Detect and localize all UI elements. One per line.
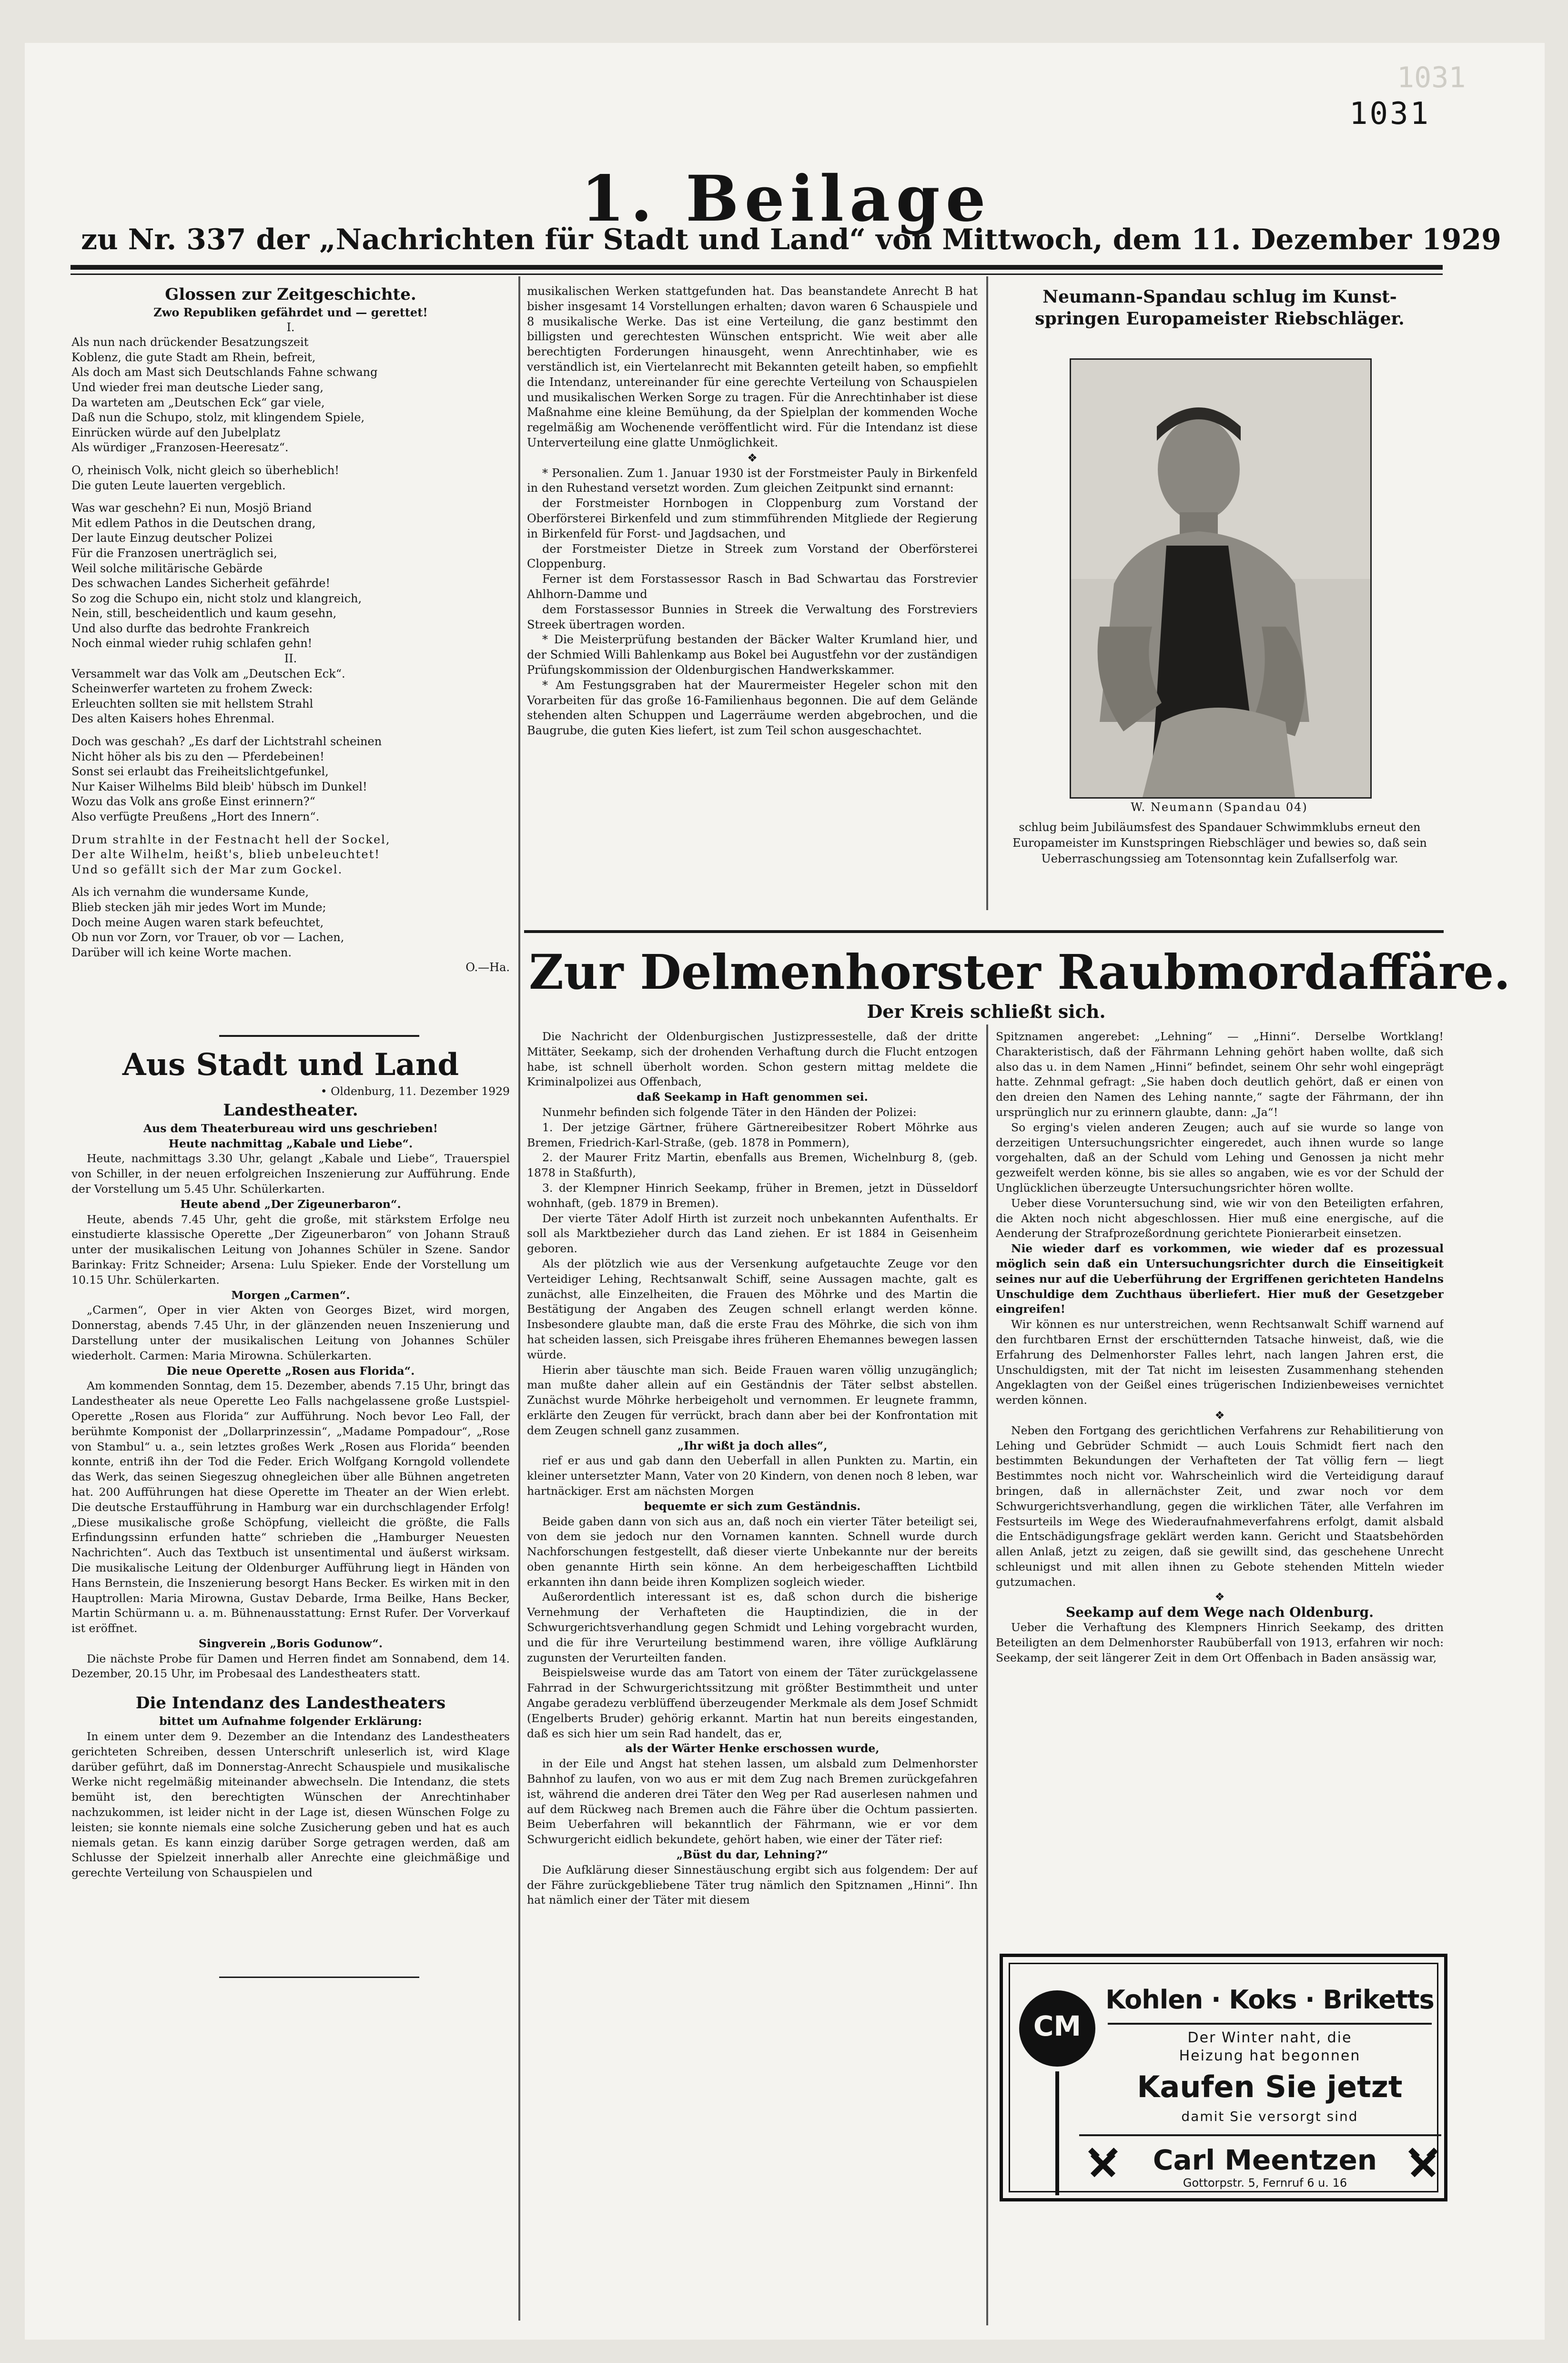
sport-title-line-2: springen Europameister Riebschläger. xyxy=(1035,309,1405,329)
athlete-photo xyxy=(1070,358,1372,799)
poem-line: Einrücken würde auf den Jubelplatz xyxy=(71,426,281,439)
article-paragraph: Wir können es nur unterstreichen, wenn Rechtsanwalt Schiff warnend auf den furchtbaren Ernst der erschütternden Tatsache hinweist, daß, wie die Erfahrung des Delmenhorster Falles lehrt, nach langen Jahren erst, die Unschuldigsten, mit der Tat nicht im leisesten Zusammenhang stehenden Angeklagten von der Geißel eines trügerischen Indizienbeweises vernichtet werden können. xyxy=(996,1318,1444,1407)
separator-star: ❖ xyxy=(1214,1408,1225,1422)
article-paragraph-bold: Nie wieder darf es vorkommen, wie wieder daf es prozessual möglich sein daß ein Untersuchungsrichter durch die Einseitigkeit seines nur auf die Ueberführung der Ergriffenen gerichteten Handelns Unschuldige dem Zuchthaus überliefert. Hier muß der Gesetzgeber eingreifen! xyxy=(996,1242,1444,1316)
ad-rule xyxy=(1108,2023,1432,2025)
ad-line-2: Heizung hat begonnen xyxy=(1179,2048,1361,2064)
ad-logo-text: CM xyxy=(1033,2010,1082,2042)
intendanz-subheading: bittet um Aufnahme folgender Erklärung: xyxy=(159,1714,422,1728)
singverein-heading: Singverein „Boris Godunow“. xyxy=(198,1636,383,1650)
meisterpruefung-paragraph: * Die Meisterprüfung bestanden der Bäcker Walter Krumland hier, und der Schmied Willi Bahlenkamp aus Bokel bei Augustfehn vor der zuständigen Prüfungskommission der Oldenburgischen Handwerkskammer. xyxy=(527,633,978,677)
ad-headline: Kohlen · Koks · Briketts xyxy=(1105,1985,1434,2015)
separator-star: ❖ xyxy=(1214,1590,1225,1604)
ad-call-to-action: Kaufen Sie jetzt xyxy=(1137,2069,1403,2104)
poem-line: Als nun nach drückender Besatzungszeit xyxy=(71,335,309,349)
poem-line: Mit edlem Pathos in die Deutschen drang, xyxy=(71,516,316,530)
poem-line: Also verfügte Preußens „Hort des Innern“. xyxy=(71,810,320,823)
article-paragraph: in der Eile und Angst hat stehen lassen, um alsbald zum Delmenhorster Bahnhof zu laufen, von wo aus er mit dem Zug nach Bremen zurückgefahren ist, während die anderen drei Täter den Weg per Rad auserlesen nahmen und auf dem Rückweg nach Bremen auch die Fähre über die Ochtum passierten. Beim Ueberfahren will bekanntlich der Fährmann, wie er vor dem Schwurgericht eidlich bekundete, gehört haben, wie einer der Täter rief: xyxy=(527,1757,978,1846)
article-paragraph: Der vierte Täter Adolf Hirth ist zurzeit noch unbekannten Aufenthalts. Er soll als Marktbezieher durch das Land ziehen. Er ist 1884 in Geisenheim geboren. xyxy=(527,1211,978,1256)
article-paragraph: Außerordentlich interessant ist es, daß schon durch die bisherige Vernehmung der Verhafteten die Hauptindizien, die in der Schwurgerichtsverhandlung gegen Schmidt und Lehing vorgebracht wurden, und die für ihre Verurteilung bestimmend waren, ihre völlige Aufklärung zugunsten der Verurteilten fanden. xyxy=(527,1590,978,1664)
article-paragraph: rief er aus und gab dann den Ueberfall in allen Punkten zu. Martin, ein kleiner untersetzter Mann, Vater von 20 Kindern, von denen noch 8 leben, war hartnäckiger. Erst am nächsten Morgen xyxy=(527,1454,978,1498)
poem-line: Für die Franzosen unerträglich sei, xyxy=(71,546,277,560)
poem-line: So zog die Schupo ein, nicht stolz und klangreich, xyxy=(71,591,362,605)
stadt-paragraph: In einem unter dem 9. Dezember an die Intendanz des Landestheaters gerichteten Schreiben, dessen Unterschrift unleserlich ist, wird Klage darüber geführt, daß im Donnerstag-Anrecht Schauspiele und musikalische Werke nicht regelmäßig miteinander abwechseln. Die Intendanz, die stets bemüht ist, den berechtigten Wünschen der Anrechtinhaber nachzukommen, ist leider nicht in der Lage ist, diesen Wünschen Folge zu leisten; sie konnte niemals eine solche Zusicherung geben und hat es auch niemals getan. Es kann einzig darüber Sorge getragen werden, daß am Schlusse der Spielzeit innerhalb aller Anrechte eine gleichmäßige und gerechte Verteilung von Schauspielen und xyxy=(71,1730,510,1880)
section-rule-stadt xyxy=(219,1035,419,1037)
glossen-title: Glossen zur Zeitgeschichte. xyxy=(165,285,416,304)
poem-line: Nicht höher als bis zu den — Pferdebeinen! xyxy=(71,750,324,763)
heute-abend: Heute abend „Der Zigeunerbaron“. xyxy=(180,1197,401,1211)
article-paragraph: Als der plötzlich wie aus der Versenkung aufgetauchte Zeuge vor den Verteidiger Lehing, Rechtsanwalt Schiff, seine Aussagen machte, galt es zunächst, alle Einzelheiten, die Frauen des Möhrke und des Martin die Bestätigung der Angaben des Zeugen schnell erlangt werden könne. Insbesondere glaubte man, daß die erste Frau des Möhrke, die sich von ihm hat scheiden lassen, sich Preisgabe ihres früheren Ehemannes bewegen lassen würde. xyxy=(527,1257,978,1361)
poem-line: Was war geschehn? Ei nun, Mosjö Briand xyxy=(71,501,312,515)
athlete-photo-image xyxy=(1071,360,1370,797)
poem-line: Des alten Kaisers hohes Ehrenmal. xyxy=(71,712,275,726)
glossen-section-2: II. xyxy=(284,652,297,666)
ad-rule-bottom xyxy=(1079,2134,1441,2136)
poem-line: Erleuchten sollten sie mit hellstem Strahl xyxy=(71,697,314,710)
glossen-signature: O.—Ha. xyxy=(465,961,510,974)
article-paragraph: Nunmehr befinden sich folgende Täter in den Händen der Polizei: xyxy=(542,1105,917,1119)
article-emphasis: als der Wärter Henke erschossen wurde, xyxy=(625,1742,880,1755)
poem-line: Wozu das Volk ans große Einst erinnern?“ xyxy=(71,795,315,809)
column-rule-3 xyxy=(986,1024,988,2325)
poem-line: Drum strahlte in der Festnacht hell der Sockel, xyxy=(71,832,391,846)
article-paragraph: Ueber diese Voruntersuchung sind, wie wir von den Beteiligten erfahren, die Akten noch nicht abgeschlossen. Hier muß eine energische, auf die Aenderung der Strafprozeßordnung gerichtete Pionierarbeit einsetzen. xyxy=(996,1196,1444,1240)
poem-line: Die guten Leute lauerten vergeblich. xyxy=(71,478,286,492)
article-paragraph: So erging's vielen anderen Zeugen; auch auf sie wurde so lange von derzeitigen Untersuchungsrichter eingeredet, auch ihnen wurde so lange vorgehalten, daß an der Schuld vom Lehing und Genossen ja nicht mehr gezweifelt werden könne, bis sie alles so angaben, wie es vor der Schuld der Unglücklichen überzeugte Untersuchungsrichter hören wollte. xyxy=(996,1120,1444,1195)
glossen-subtitle: Zwo Republiken gefährdet und — gerettet! xyxy=(153,305,428,319)
article-paragraph: Hierin aber täuschte man sich. Beide Frauen waren völlig unzugänglich; man mußte daher allein auf ein Geständnis der Täter selbst abstellen. Zunächst wurde Möhrke herbeigeholt und vernommen. Er leugnete frammn, erklärte den Zeugen für verrückt, brach dann aber bei der Konfrontation mit dem Zeugen schnell ganz zusammen. xyxy=(527,1363,978,1437)
glossen-column xyxy=(71,284,510,1027)
ad-company: Carl Meentzen xyxy=(1153,2144,1377,2176)
stadt-column xyxy=(71,1046,510,2313)
personalien-paragraph: dem Forstassessor Bunnies in Streek die Verwaltung des Forstreviers Streek übertragen worden. xyxy=(527,602,978,631)
poem-line: Doch was geschah? „Es darf der Lichtstrahl scheinen xyxy=(71,735,382,749)
poem-line: Koblenz, die gute Stadt am Rhein, befreit, xyxy=(71,350,316,364)
poem-line: Und also durfte das bedrohte Frankreich xyxy=(71,621,310,635)
stadt-paragraph: Heute, nachmittags 3.30 Uhr, gelangt „Kabale und Liebe“, Trauerspiel von Schiller, in der neuen erfolgreichen Inszenierung zur Aufführung. Ende der Vorstellung um 5.45 Uhr. Schülerkarten. xyxy=(71,1152,510,1196)
poem-line: Und wieder frei man deutsche Lieder sang, xyxy=(71,380,324,394)
poem-line: Nein, still, bescheidentlich und kaum gesehn, xyxy=(71,607,337,620)
poem-line: Blieb stecken jäh mir jedes Wort im Munde; xyxy=(71,900,326,914)
poem-line: Scheinwerfer warteten zu frohem Zweck: xyxy=(71,682,313,696)
poem-line: Der alte Wilhelm, heißt's, blieb unbeleuchtet! xyxy=(71,848,380,862)
supplement-subtitle: zu Nr. 337 der „Nachrichten für Stadt und Land“ von Mittwoch, dem 11. Dezember 1929 xyxy=(81,223,1501,256)
crossed-hammers-icon xyxy=(1408,2148,1438,2178)
article-emphasis: bequemte er sich zum Geständnis. xyxy=(644,1499,861,1513)
photo-caption: W. Neumann (Spandau 04) xyxy=(1131,801,1308,814)
ad-line-1: Der Winter naht, die xyxy=(1187,2029,1352,2046)
article-paragraph: Ueber die Verhaftung des Klempners Hinrich Seekamp, des dritten Beteiligten an dem Delmenhorster Raubüberfall von 1913, erfahren wir noch: Seekamp, der seit längerer Zeit in dem Ort Offenbach in Baden ansässig war, xyxy=(996,1621,1444,1664)
ad-address: Gottorpstr. 5, Fernruf 6 u. 16 xyxy=(1183,2176,1347,2190)
stadt-dateline: • Oldenburg, 11. Dezember 1929 xyxy=(320,1085,510,1098)
masthead-rule xyxy=(71,265,1443,270)
stadt-title: Aus Stadt und Land xyxy=(122,1047,459,1083)
article-emphasis: „Ihr wißt ja doch alles“, xyxy=(677,1439,828,1452)
article-paragraph: 1. Der jetzige Gärtner, frühere Gärtnereibesitzer Robert Möhrke aus Bremen, Friedrich-Karl-Straße, (geb. 1878 in Pommern), xyxy=(527,1120,978,1149)
article-paragraph: Beispielsweise wurde das am Tatort von einem der Täter zurückgelassene Fahrrad in der Schwurgerichtssitzung mit größter Bestimmtheit und unter Angabe geradezu verblüffend überzeugender Merkmale als dem Josef Schmidt (Engelberts Bruder) gehörig erkannt. Martin hat nun bereits eingestanden, daß es sich hier um sein Rad handelt, das er, xyxy=(527,1666,978,1740)
heute-nachmittag: Heute nachmittag „Kabale und Liebe“. xyxy=(168,1136,413,1150)
article-paragraph: 2. der Maurer Fritz Martin, ebenfalls aus Bremen, Wichelnburg 8, (geb. 1878 in Staßfurth), xyxy=(527,1151,978,1180)
sport-title xyxy=(996,286,1444,330)
festungsgraben-paragraph: * Am Festungsgraben hat der Maurermeister Hegeler schon mit den Vorarbeiten für das große 16-Familienhaus begonnen. Die auf dem Gelände stehenden alten Schuppen und Lagerräume werden abgebrochen, und die Baugrube, die guten Kies liefert, ist zum Teil schon ausgeschachtet. xyxy=(527,678,978,738)
morgen-carmen: Morgen „Carmen“. xyxy=(231,1288,350,1302)
poem-line: Daß nun die Schupo, stolz, mit klingendem Spiele, xyxy=(71,411,365,425)
masthead-rule-thin xyxy=(71,274,1443,275)
glossen-section-1: I. xyxy=(286,320,295,334)
separator-star: ❖ xyxy=(747,451,758,465)
raubmord-column-a xyxy=(527,1029,978,2316)
ad-left-bar xyxy=(1055,2071,1059,2195)
personalien-paragraph: der Forstmeister Dietze in Streek zum Vorstand der Oberförsterei Cloppenburg. xyxy=(527,542,978,571)
article-paragraph: Neben den Fortgang des gerichtlichen Verfahrens zur Rehabilitierung von Lehing und Gebrüder Schmidt — auch Louis Schmidt fiert nach den bestimmten Bekundungen der Verhafteten der Tat völlig fern — liegt Bestimmtes noch nicht vor. Wahrscheinlich wird die Verteidigung darauf bringen, daß in allernächster Zeit, und zwar noch vor dem Schwurgerichtsverhandlung, gegen die wirklichen Täter, alle Verfahren im Festsurteils im Wege des Wiederaufnahmeverfahrens erfolgt, damit alsbald die Entschädigungsfrage geklärt werden kann. Gericht und Staatsbehörden allen Anlaß, jetzt zu zeigen, daß sie gewillt sind, das geschehene Unrecht schleunigst und mit allen ihnen zu Gebote stehenden Mitteln wieder gutzumachen. xyxy=(996,1423,1444,1589)
article-paragraph: Die Aufklärung dieser Sinnestäuschung ergibt sich aus folgendem: Der auf der Fähre zurückgebliebene Täter trug nämlich den Spitznamen „Hinni“. Ihn hat nämlich einer der Täter mit diesem xyxy=(527,1863,978,1907)
poem-line: Darüber will ich keine Worte machen. xyxy=(71,945,292,959)
raubmord-subtitle: Der Kreis schließt sich. xyxy=(867,1001,1106,1022)
crossed-hammers-icon xyxy=(1088,2148,1118,2178)
sport-title-line-1: Neumann-Spandau schlug im Kunst- xyxy=(1042,287,1397,307)
page-number: 1031 xyxy=(1349,96,1431,132)
sport-text: schlug beim Jubiläumsfest des Spandauer Schwimmklubs erneut den Europameister im Kunstspringen Riebschläger und bewies so, daß sein Ueberraschungssieg am Totensonntag kein Zufallserfolg war. xyxy=(1012,821,1427,865)
poem-line: Weil solche militärische Gebärde xyxy=(71,561,263,575)
poem-line: Ob nun vor Zorn, vor Trauer, ob vor — Lachen, xyxy=(71,931,344,944)
coal-advertisement xyxy=(1000,1954,1447,2201)
poem-line: O, rheinisch Volk, nicht gleich so überheblich! xyxy=(71,463,339,477)
article-paragraph: 3. der Klempner Hinrich Seekamp, früher in Bremen, jetzt in Düsseldorf wohnhaft, (geb. 1879 in Bremen). xyxy=(527,1181,978,1210)
section-rule-raub xyxy=(524,930,1444,933)
poem-line: Noch einmal wieder ruhig schlafen gehn! xyxy=(71,637,313,650)
raubmord-column-b xyxy=(996,1029,1444,1811)
ad-logo xyxy=(1019,1990,1095,2067)
column-rule-1 xyxy=(518,276,520,2321)
faint-stamp: 1031 xyxy=(1397,61,1466,94)
personalien-paragraph: Ferner ist dem Forstassessor Rasch in Bad Schwartau das Forstrevier Ahlhorn-Damme und xyxy=(527,572,978,601)
stadt-paragraph: Am kommenden Sonntag, dem 15. Dezember, abends 7.15 Uhr, bringt das Landestheater als neue Operette Leo Falls nachgelassene große Lustspiel-Operette „Rosen aus Florida“ zur Aufführung. Noch bevor Leo Fall, der berühmte Komponist der „Dollarprinzessin“, „Madame Pompadour“, „Rose von Stambul“ u. a., sein letztes großes Werk „Rosen aus Florida“ beenden konnte, entriß ihn der Tod die Feder. Erich Wolfgang Korngold vollendete das Werk, das seinen Siegeszug ohnegleichen über alle Bühnen angetreten hat. 200 Aufführungen hat diese Operette im Theater an der Wien erlebt. Die deutsche Erstaufführung in Hamburg war ein durchschlagender Erfolg! „Diese musikalische große Schöpfung, vielleicht die größte, die Falls Erfindungssinn erfunden hatte“ schrieben die „Hamburger Neuesten Nachrichten“. Auch das Textbuch ist unsentimental und äußerst wirksam. Die musikalische Leitung der Oldenburger Aufführung liegt in Händen von Hans Bernstein, die Inszenierung besorgt Hans Becker. Es wirken mit in den Hauptrollen: Maria Mirowna, Gustav Debarde, Irma Beilke, Hans Becker, Martin Schürmann u. a. m. Bühnenausstattung: Ernst Rufer. Der Vorverkauf ist eröffnet. xyxy=(71,1379,510,1635)
operette-heading: Die neue Operette „Rosen aus Florida“. xyxy=(166,1364,415,1378)
poem-line: Doch meine Augen waren stark befeuchtet, xyxy=(71,915,324,929)
intendanz-heading: Die Intendanz des Landestheaters xyxy=(135,1694,446,1713)
poem-line: Da warteten am „Deutschen Eck“ gar viele, xyxy=(71,396,325,409)
article-emphasis: daß Seekamp in Haft genommen sei. xyxy=(637,1090,868,1104)
poem-line: Der laute Einzug deutscher Polizei xyxy=(71,531,273,545)
poem-line: Versammelt war das Volk am „Deutschen Eck“. xyxy=(71,667,345,680)
theater-bureau: Aus dem Theaterbureau wird uns geschrieben! xyxy=(143,1121,438,1135)
ad-line-3: damit Sie versorgt sind xyxy=(1181,2109,1358,2124)
stadt-paragraph: Die nächste Probe für Damen und Herren findet am Sonnabend, dem 14. Dezember, 20.15 Uhr, im Probesaal des Landestheaters statt. xyxy=(71,1652,510,1681)
intendanz-continuation: musikalischen Werken stattgefunden hat. Das beanstandete Anrecht B hat bisher insgesamt 14 Vorstellungen erhalten; davon waren 6 Schauspiele und 8 musikalische Werke. Das ist eine Verteilung, die ganz bestimmt den billigsten und gerechtesten Wünschen entspricht. Wie weit aber alle berechtigten Forderungen hinausgeht, wenn Anrechtinhaber, wie es verständlich ist, ein Viertelanrecht mit Bekannten geteilt haben, so empfiehlt die Intendanz, untereinander für eine gerechte Verteilung von Schauspielen und musikalischen Werken Sorge zu tragen. Für die Anrechtinhaber ist diese Maßnahme eine kleine Bemühung, da der Spielplan der kommenden Woche regelmäßig am Wochenende veröffentlicht wird. Für die Intendanz ist diese Unterverteilung eine glatte Unmöglichkeit. xyxy=(527,284,978,449)
article-paragraph: Spitznamen angerebet: „Lehning“ — „Hinni“. Derselbe Wortklang! Charakteristisch, daß der Fährmann Lehning gehört haben wollte, daß sich also das u. in dem Namen „Hinni“ befindet, seinem Ohr sehr wohl eingeprägt hatte. Zehnmal gefragt: „Sie haben doch deutlich gehört, daß er einen von den dreien den Namen des Lehing nannte,“ sagte der Fährmann, der ihn ursprünglich nur zu erinnern glaubte, dann: „Ja“! xyxy=(996,1030,1444,1119)
raubmord-title: Zur Delmenhorster Raubmordaffäre. xyxy=(529,944,1511,1000)
column-2-top xyxy=(527,284,978,925)
article-paragraph: Beide gaben dann von sich aus an, daß noch ein vierter Täter beteiligt sei, von dem sie jedoch nur den Vornamen kannten. Schnell wurde durch Nachforschungen festgestellt, daß dieser vierte Unbekannte nur der bereits oben genannte Hirth sein könne. An dem herbeigeschafften Lichtbild erkannten ihn dann beide ihren Komplizen sogleich wieder. xyxy=(527,1514,978,1589)
article-emphasis: „Büst du dar, Lehning?“ xyxy=(676,1848,829,1862)
personalien-paragraph: * Personalien. Zum 1. Januar 1930 ist der Forstmeister Pauly in Birkenfeld in den Ruhestand versetzt worden. Zum gleichen Zeitpunkt sind ernannt: xyxy=(527,466,978,495)
theater-heading: Landestheater. xyxy=(223,1100,358,1120)
poem-line: Als ich vernahm die wundersame Kunde, xyxy=(71,885,309,899)
poem-line: Sonst sei erlaubt das Freiheitslichtgefunkel, xyxy=(71,765,329,779)
stadt-paragraph: Heute, abends 7.45 Uhr, geht die große, mit stärkstem Erfolge neu einstudierte klassische Operette „Der Zigeunerbaron“ von Johann Strauß unter der musikalischen Leitung von Johannes Schüler in Szene. Sandor Barinkay: Fritz Schneider; Arsena: Lulu Spieker. Ende der Vorstellung um 10.15 Uhr. Schülerkarten. xyxy=(71,1212,510,1287)
personalien-paragraph: der Forstmeister Hornbogen in Cloppenburg zum Vorstand der Oberförsterei Birkenfeld und zum stimmführenden Mitgliede der Regierung in Birkenfeld für Forst- und Jagdsachen, und xyxy=(527,497,978,540)
poem-line: Und so gefällt sich der Mar zum Gockel. xyxy=(71,862,343,876)
poem-line: Des schwachen Landes Sicherheit gefährde! xyxy=(71,577,331,590)
poem-line: Als würdiger „Franzosen-Heeresatz“. xyxy=(71,441,289,455)
stadt-paragraph: „Carmen“, Oper in vier Akten von Georges Bizet, wird morgen, Donnerstag, abends 7.45 Uhr, in der glänzenden neuen Inszenierung und Darstellung unter der musikalischen Leitung von Johannes Schüler wiederholt. Carmen: Maria Mirowna. Schülerkarten. xyxy=(71,1303,510,1362)
poem-line: Als doch am Mast sich Deutschlands Fahne schwang xyxy=(71,365,378,379)
poem-line: Nur Kaiser Wilhelms Bild bleib' hübsch im Dunkel! xyxy=(71,780,367,793)
supplement-title: 1. Beilage xyxy=(581,162,991,236)
column-rule-2 xyxy=(986,276,988,910)
article-paragraph: Die Nachricht der Oldenburgischen Justizpressestelle, daß der dritte Mittäter, Seekamp, sich der drohenden Verhaftung durch die Flucht entzogen habe, ist schnell überholt worden. Schon gestern mittag meldete die Kriminalpolizei aus Offenbach, xyxy=(527,1030,978,1089)
seekamp-heading: Seekamp auf dem Wege nach Oldenburg. xyxy=(1066,1604,1374,1621)
